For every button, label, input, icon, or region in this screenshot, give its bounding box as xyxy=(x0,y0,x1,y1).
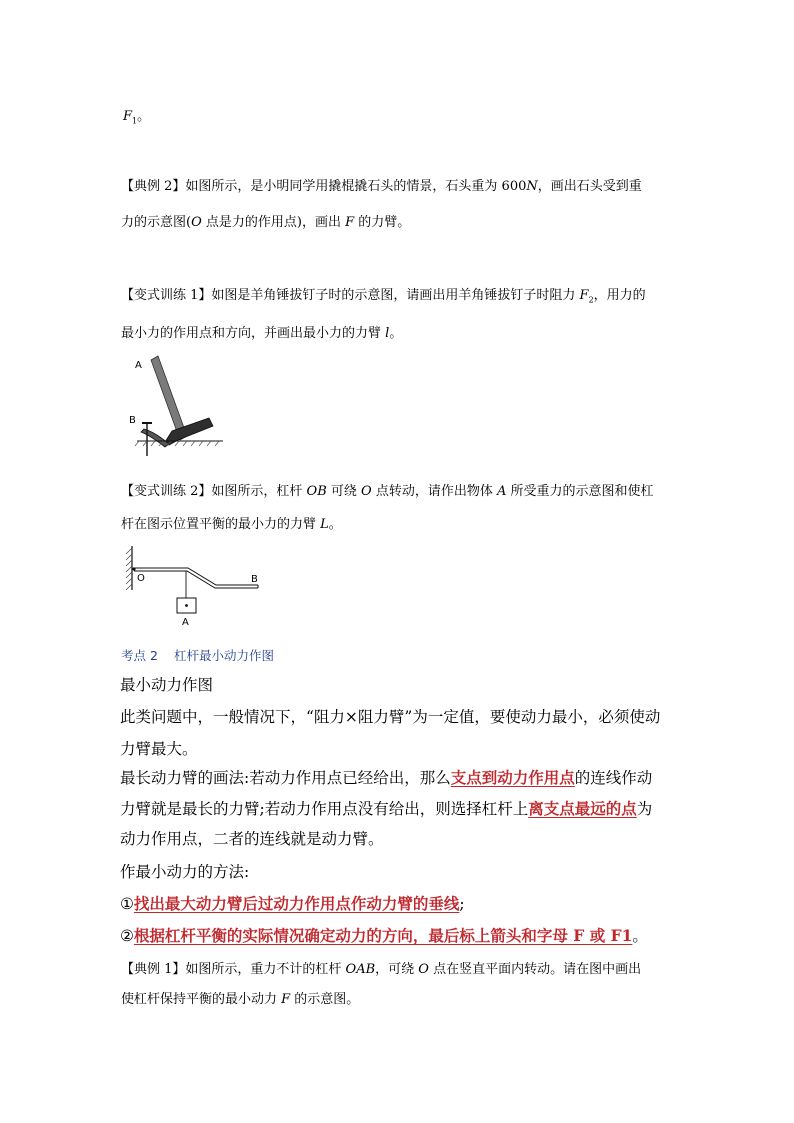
variant2-line2: 杆在图示位置平衡的最小力的力臂 L。 xyxy=(121,517,342,532)
variant2-line1: 【变式训练 2】如图所示，杠杆 OB 可绕 O 点转动，请作出物体 A 所受重力的示意图和使杠 xyxy=(121,484,654,499)
example2-tag: 【典例 2】 xyxy=(121,179,186,194)
body-p1-l1: 此类问题中，一般情况下，“阻力×阻力臂”为一定值，要使动力最小，必须使动 xyxy=(120,708,661,726)
force-symbol: F xyxy=(123,109,133,124)
body-method: 作最小动力的方法: xyxy=(120,863,250,881)
body-p1-l2: 力臂最大。 xyxy=(120,740,198,758)
highlight-method-1: 找出最大动力臂后过动力作用点作动力臂的垂线 xyxy=(133,894,460,913)
lever-figure xyxy=(120,542,270,630)
body-p2-l2: 力臂就是最长的力臂;若动力作用点没有给出，则选择杠杆上离支点最远的点为 xyxy=(120,799,653,818)
variant2-tag: 【变式训练 2】 xyxy=(121,484,212,499)
variant1-tag: 【变式训练 1】 xyxy=(121,288,212,303)
fig1-label-b: B xyxy=(129,415,136,426)
body-p2-l1: 最长动力臂的画法:若动力作用点已经给出，那么支点到动力作用点的连线作动 xyxy=(120,768,653,787)
fig2-label-b: B xyxy=(251,574,258,585)
body-method-1: ①找出最大动力臂后过动力作用点作动力臂的垂线; xyxy=(120,894,465,913)
example1-line1: 【典例 1】如图所示，重力不计的杠杆 OAB，可绕 O 点在竖直平面内转动。请在图中画出 xyxy=(121,962,642,977)
top-fragment: $F_1$。 xyxy=(123,109,151,126)
body-heading: 最小动力作图 xyxy=(120,676,214,694)
highlight-farthest-point: 离支点最远的点 xyxy=(528,799,637,818)
example1-tag: 【典例 1】 xyxy=(121,962,186,977)
variant1-line2: 最小力的作用点和方向，并画出最小力的力臂 l。 xyxy=(121,326,403,341)
kaodian-title: 杠杆最小动力作图 xyxy=(173,648,274,663)
example1-line2: 使杠杆保持平衡的最小动力 F 的示意图。 xyxy=(121,992,360,1007)
section-kaodian xyxy=(121,646,274,664)
body-method-2: ②根据杠杆平衡的实际情况确定动力的方向，最后标上箭头和字母 F 或 F1。 xyxy=(120,926,648,945)
body-p2-l3: 动力作用点，二者的连线就是动力臂。 xyxy=(120,830,384,848)
example2-line2: 力的示意图(O 点是力的作用点)，画出 F 的力臂。 xyxy=(121,215,411,230)
variant1-line1: 【变式训练 1】如图是羊角锤拔钉子时的示意图，请画出用羊角锤拔钉子时阻力 $F_2$，用力的 xyxy=(121,288,646,305)
example2-line1: 【典例 2】如图所示，是小明同学用撬棍撬石头的情景，石头重为 600N，画出石头受到重 xyxy=(121,179,642,194)
fig1-label-a: A xyxy=(135,360,142,371)
fig2-label-o: O xyxy=(137,573,145,584)
highlight-fulcrum-to-point: 支点到动力作用点 xyxy=(450,768,575,787)
hammer-figure xyxy=(125,352,235,462)
kaodian-label: 考点 2 xyxy=(121,648,158,663)
wall-hatch xyxy=(126,548,132,590)
fig2-label-a: A xyxy=(182,617,189,628)
hammer-claw xyxy=(141,429,169,447)
highlight-method-2: 根据杠杆平衡的实际情况确定动力的方向，最后标上箭头和字母 F 或 F1 xyxy=(133,926,633,945)
